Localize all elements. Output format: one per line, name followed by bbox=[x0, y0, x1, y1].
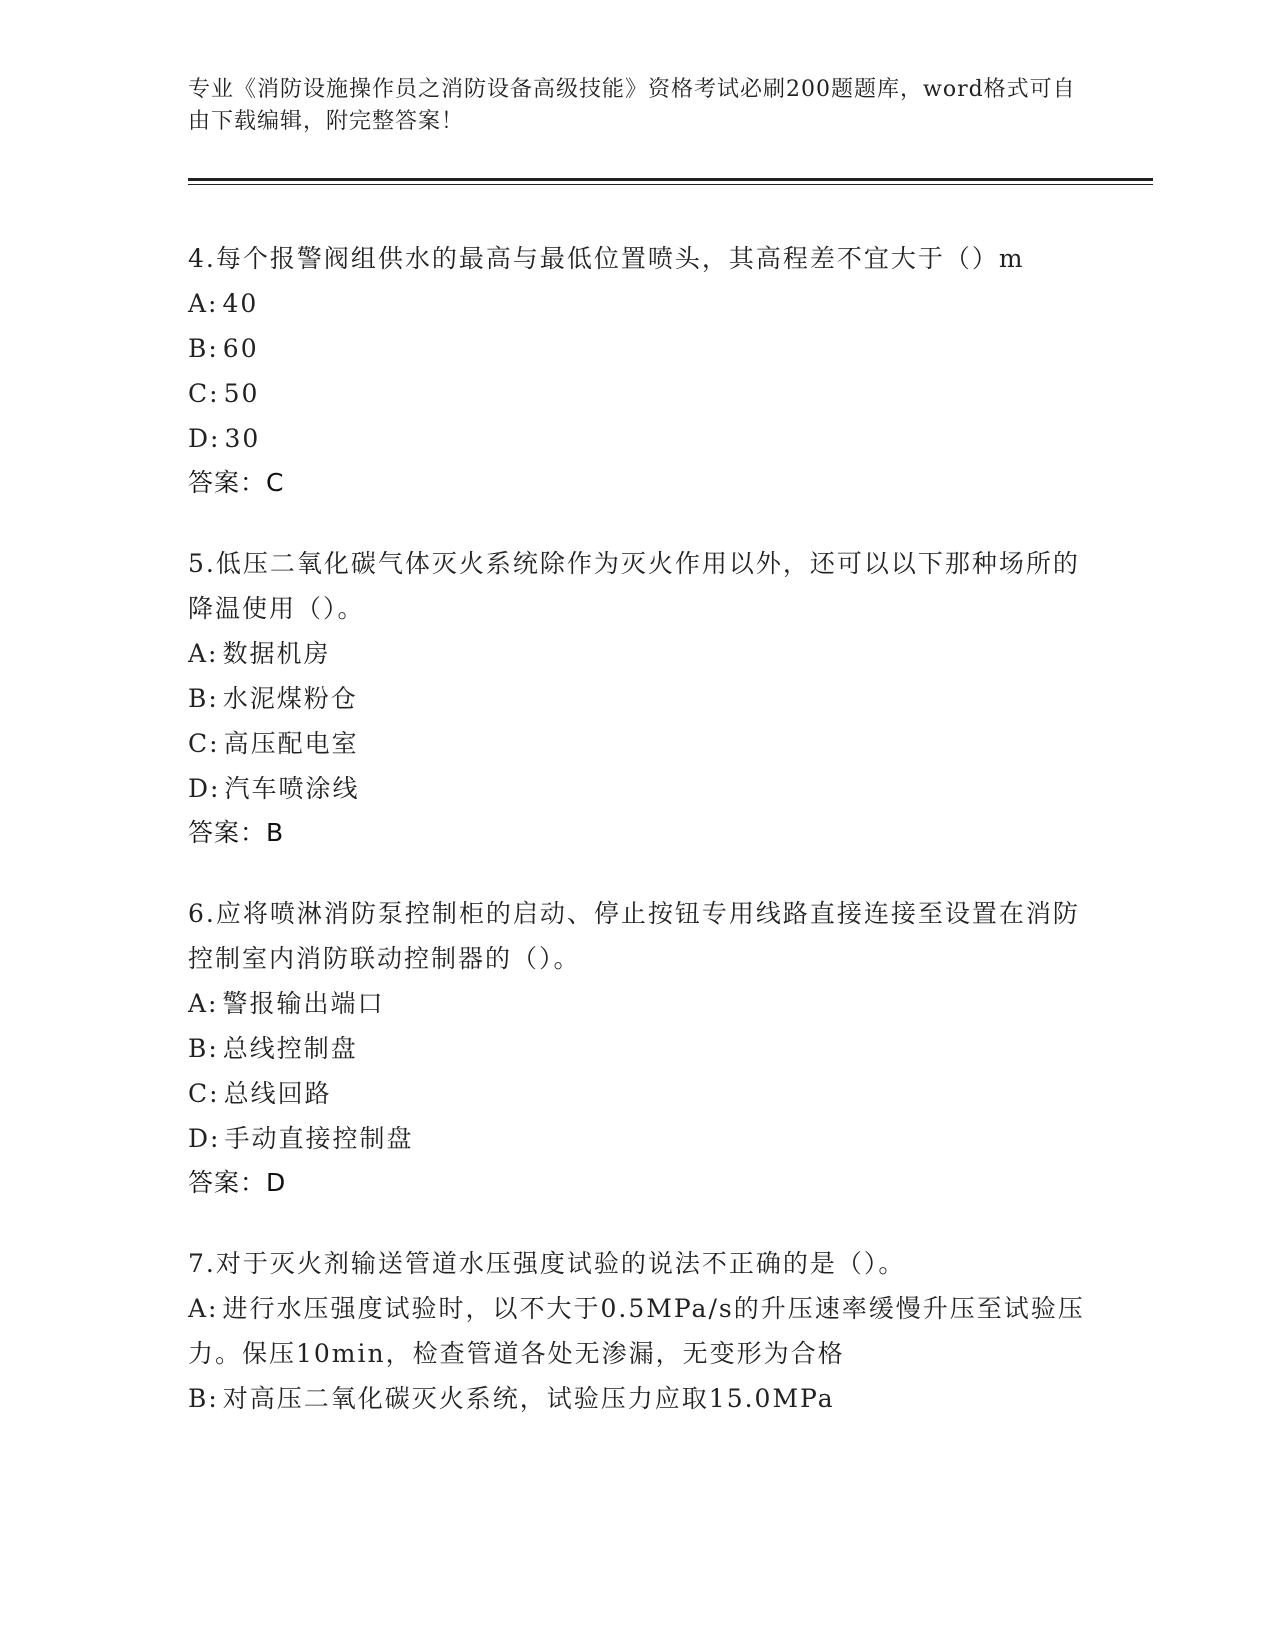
option-text: 进行水压强度试验时，以不大于0.5MPa/s的升压速率缓慢升压至试验压力。保压10min，检查管道各处无渗漏，无变形为合格 bbox=[188, 1294, 1085, 1368]
option-b bbox=[188, 1376, 1088, 1421]
option-text: 总线回路 bbox=[223, 1079, 332, 1108]
option-key: B: bbox=[188, 1034, 219, 1063]
option-key: B: bbox=[188, 334, 219, 363]
option-text: 警报输出端口 bbox=[222, 989, 385, 1018]
option-text: 50 bbox=[223, 379, 260, 408]
answer-line: 答案：C bbox=[188, 468, 285, 497]
option-a bbox=[188, 281, 1088, 326]
option-b bbox=[188, 1026, 1088, 1071]
option-key: C: bbox=[188, 379, 220, 408]
option-text: 30 bbox=[224, 424, 261, 453]
option-text: 手动直接控制盘 bbox=[224, 1124, 414, 1153]
header-divider-thin bbox=[188, 184, 1153, 185]
document-header bbox=[188, 74, 1088, 138]
option-c bbox=[188, 721, 1088, 766]
option-d bbox=[188, 416, 1088, 461]
option-key: C: bbox=[188, 729, 220, 758]
option-key: D: bbox=[188, 1124, 221, 1153]
question-list bbox=[188, 236, 1088, 1457]
option-key: B: bbox=[188, 684, 219, 713]
answer-line: 答案：D bbox=[188, 1168, 287, 1197]
option-key: D: bbox=[188, 774, 221, 803]
option-text: 水泥煤粉仓 bbox=[222, 684, 358, 713]
header-divider-thick bbox=[188, 178, 1153, 181]
option-a bbox=[188, 631, 1088, 676]
option-key: A: bbox=[188, 989, 219, 1018]
option-text: 40 bbox=[222, 289, 259, 318]
option-text: 60 bbox=[222, 334, 259, 363]
question-6 bbox=[188, 891, 1088, 1205]
answer-line: 答案：B bbox=[188, 818, 285, 847]
option-c bbox=[188, 1071, 1088, 1116]
option-text: 对高压二氧化碳灭火系统，试验压力应取15.0MPa bbox=[222, 1384, 835, 1413]
option-key: A: bbox=[188, 639, 219, 668]
option-text: 数据机房 bbox=[222, 639, 331, 668]
option-text: 高压配电室 bbox=[223, 729, 359, 758]
option-c bbox=[188, 371, 1088, 416]
option-d bbox=[188, 1116, 1088, 1161]
question-stem: 5.低压二氧化碳气体灭火系统除作为灭火作用以外，还可以以下那种场所的降温使用（）。 bbox=[188, 549, 1080, 623]
option-key: A: bbox=[188, 289, 219, 318]
option-b bbox=[188, 676, 1088, 721]
question-7 bbox=[188, 1241, 1088, 1421]
question-stem: 4.每个报警阀组供水的最高与最低位置喷头，其高程差不宜大于（）m bbox=[188, 244, 1025, 273]
option-text: 汽车喷涂线 bbox=[224, 774, 360, 803]
question-4 bbox=[188, 236, 1088, 505]
option-d bbox=[188, 766, 1088, 811]
option-text: 总线控制盘 bbox=[222, 1034, 358, 1063]
option-key: A: bbox=[188, 1294, 219, 1323]
option-key: C: bbox=[188, 1079, 220, 1108]
header-text: 专业《消防设施操作员之消防设备高级技能》资格考试必刷200题题库，word格式可自由下载编辑，附完整答案！ bbox=[188, 77, 1076, 134]
question-5 bbox=[188, 541, 1088, 855]
option-b bbox=[188, 326, 1088, 371]
option-a bbox=[188, 981, 1088, 1026]
option-a bbox=[188, 1286, 1088, 1376]
option-key: B: bbox=[188, 1384, 219, 1413]
question-stem: 6.应将喷淋消防泵控制柜的启动、停止按钮专用线路直接连接至设置在消防控制室内消防联动控制器的（）。 bbox=[188, 899, 1080, 973]
question-stem: 7.对于灭火剂输送管道水压强度试验的说法不正确的是（）。 bbox=[188, 1249, 906, 1278]
option-key: D: bbox=[188, 424, 221, 453]
